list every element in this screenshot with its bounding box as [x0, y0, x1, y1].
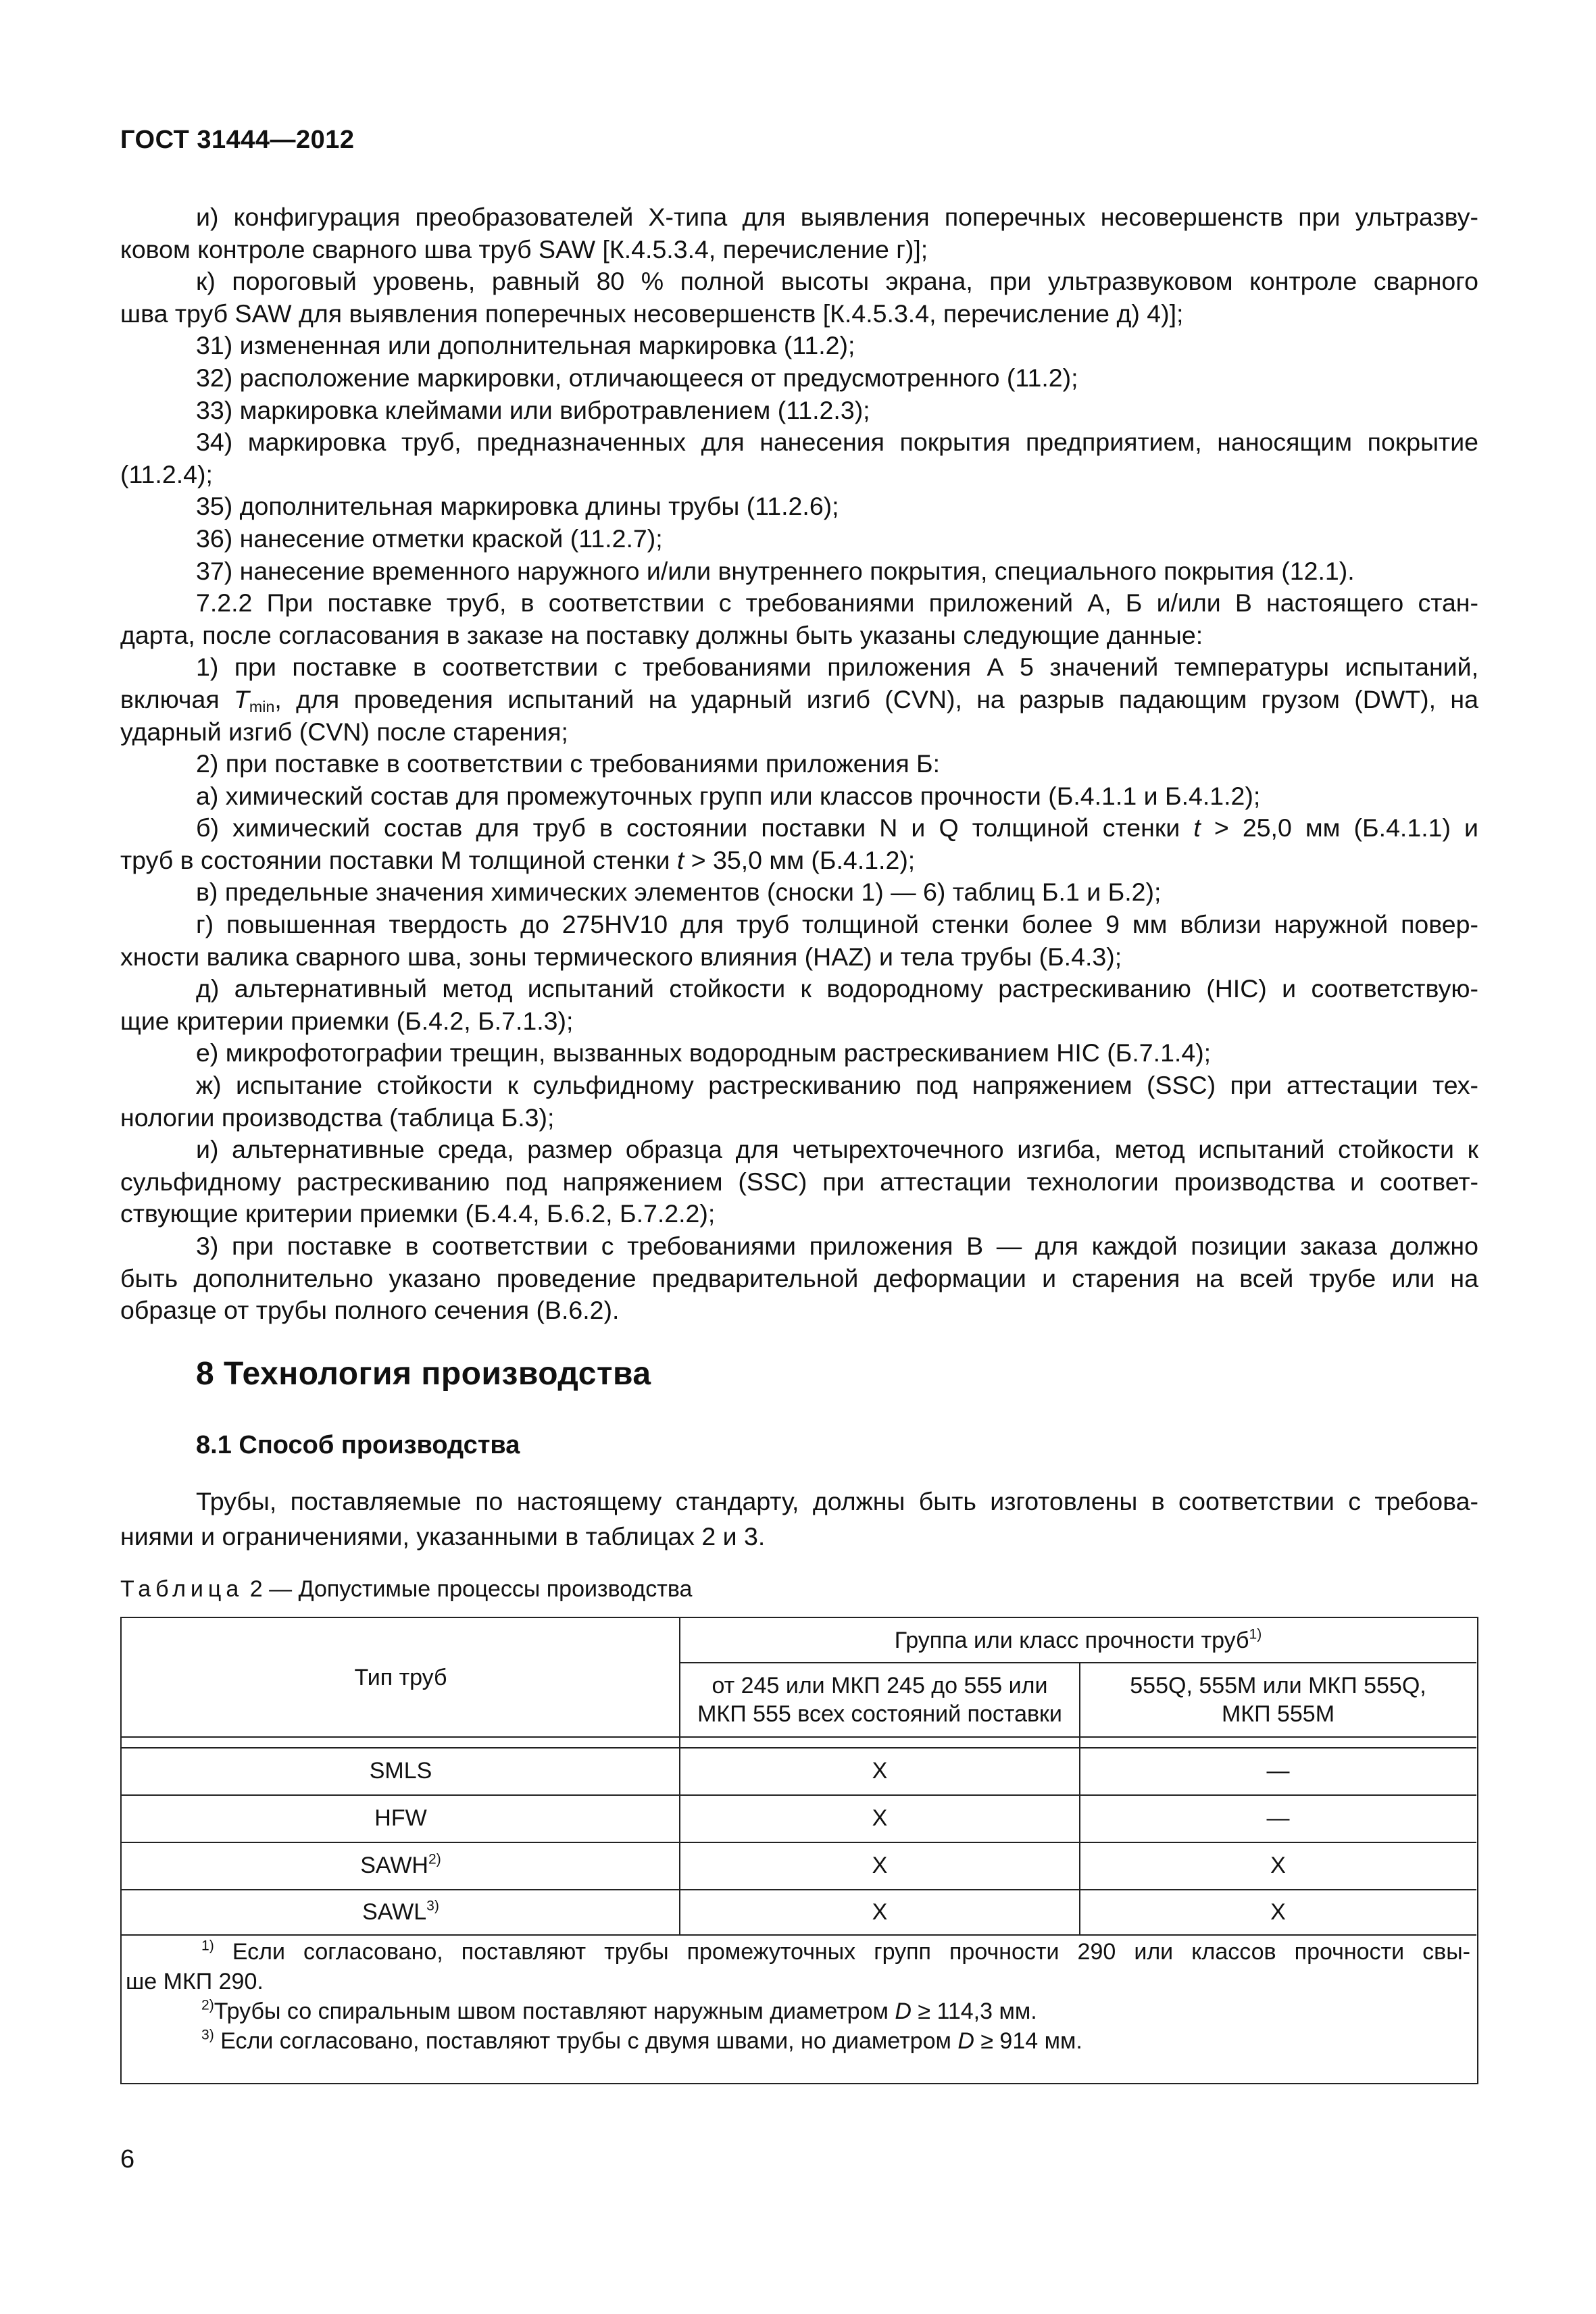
paragraph-item-32: 32) расположение маркировки, отличающееся от предусмотренного (11.2); — [196, 363, 1078, 392]
page-number: 6 — [120, 2145, 135, 2173]
paragraph-list-3-cont2: образце от трубы полного сечения (В.6.2). — [120, 1296, 620, 1325]
paragraph-item-zh: ж) испытание стойкости к сульфидному растрескиванию под напряжением (SSC) при аттестации тех- — [196, 1071, 1478, 1100]
table-caption-label: Таблица — [120, 1576, 244, 1602]
document-body — [120, 201, 1478, 1327]
paragraph-item-a: а) химический состав для промежуточных групп или классов прочности (Б.4.1.1 и Б.4.1.2); — [196, 781, 1261, 810]
paragraph-item-i: и) конфигурация преобразователей Х-типа для выявления поперечных несовершенств при ультразву- — [196, 203, 1478, 231]
table-caption — [120, 1576, 692, 1603]
paragraph-item-b: б) химический состав для труб в состоянии поставки N и Q толщиной стенки t > 25,0 мм (Б.4.1.1) и — [196, 813, 1479, 842]
table-caption-text: — Допустимые процессы производства — [262, 1576, 693, 1602]
paragraph-list-3: 3) при поставке в соответствии с требованиями приложения В — для каждой позиции заказа должно — [196, 1232, 1478, 1260]
header-cell-type: Тип труб — [354, 1665, 447, 1690]
intro-line-1: Трубы, поставляемые по настоящему стандарту, должны быть изготовлены в соответствии с требова- — [196, 1487, 1478, 1515]
intro-line-2: ниями и ограничениями, указанными в таблицах 2 и 3. — [120, 1522, 766, 1551]
table-cell-col1: X — [872, 1758, 888, 1784]
header-cell-col1: от 245 или МКП 245 до 555 или МКП 555 всех состояний поставки — [697, 1673, 1062, 1727]
paragraph-list-1-cont: включая $T_{min}$, для проведения испытаний на ударный изгиб (CVN), на разрыв падающим грузом (DWT), на — [120, 684, 1478, 715]
paragraph-item-g-cont: хности валика сварного шва, зоны термического влияния (HAZ) и тела трубы (Б.4.3); — [120, 942, 1122, 971]
table-cell-col2: X — [1270, 1898, 1286, 1925]
paragraph-item-33: 33) маркировка клеймами или вибротравлением (11.2.3); — [196, 395, 870, 424]
paragraph-7-2-2-cont: дарта, после согласования в заказе на поставку должны быть указаны следующие данные: — [120, 620, 1203, 649]
section-heading: 8 Технология производства — [196, 1356, 651, 1392]
paragraph-item-v: в) предельные значения химических элементов (сноски 1) — 6) таблиц Б.1 и Б.2); — [196, 878, 1162, 907]
paragraph-item-k-cont: шва труб SAW для выявления поперечных несовершенств [К.4.5.3.4, перечисление д) 4)]; — [120, 299, 1184, 328]
table-cell-col2: — — [1266, 1805, 1290, 1831]
paragraph-item-g: г) повышенная твердость до 275HV10 для труб толщиной стенки более 9 мм вблизи наружной повер- — [196, 910, 1478, 939]
table-cell-type: SMLS — [369, 1758, 432, 1784]
paragraph-item-i2: и) альтернативные среда, размер образца для четырехточечного изгиба, метод испытаний стойкости к — [196, 1135, 1478, 1164]
paragraph-list-2: 2) при поставке в соответствии с требованиями приложения Б: — [196, 749, 941, 778]
table-rule — [680, 1662, 1476, 1663]
table-rule — [122, 1934, 1476, 1936]
paragraph-item-d-cont: щие критерии приемки (Б.4.2, Б.7.1.3); — [120, 1006, 574, 1035]
paragraph-item-k: к) пороговый уровень, равный 80 % полной высоты экрана, при ультразвуковом контроле сварного — [196, 267, 1478, 296]
paragraph-item-34-cont: (11.2.4); — [120, 459, 213, 488]
table-cell-col1: X — [872, 1898, 888, 1925]
paragraph-item-b-cont: труб в состоянии поставки M толщиной стенки t > 35,0 мм (Б.4.1.2); — [120, 845, 916, 874]
subsection-heading: 8.1 Способ производства — [196, 1431, 520, 1459]
paragraph-item-31: 31) измененная или дополнительная маркировка (11.2); — [196, 331, 855, 360]
paragraph-item-37: 37) нанесение временного наружного и/или внутреннего покрытия, специального покрытия (12.1). — [196, 556, 1355, 585]
intro-paragraph — [120, 1484, 1478, 1554]
header-cell-group: Группа или класс прочности труб$^{1)}$ — [894, 1626, 1262, 1653]
table-cell-col2: — — [1266, 1758, 1290, 1784]
paragraph-list-1: 1) при поставке в соответствии с требованиями приложения А 5 значений температуры испытаний, — [196, 653, 1478, 682]
paragraph-item-i2-cont: сульфидному растрескиванию под напряжением (SSC) при аттестации технологии производства и соответ- — [120, 1167, 1478, 1196]
paragraph-7-2-2: 7.2.2 При поставке труб, в соответствии с требованиями приложений А, Б и/или В настоящего стан- — [196, 588, 1478, 618]
table-footnote-3: $^{3)}$ Если согласовано, поставляют трубы с двумя швами, но диаметром D ≥ 914 мм. — [201, 2027, 1082, 2054]
paragraph-item-e: е) микрофотографии трещин, вызванных водородным растрескиванием HIC (Б.7.1.4); — [196, 1038, 1212, 1067]
paragraph-item-i2-cont2: ствующие критерии приемки (Б.4.4, Б.6.2, Б.7.2.2); — [120, 1199, 716, 1228]
table-footnote-1-cont: ше МКП 290. — [126, 1969, 264, 1994]
header-cell-col2: 555Q, 555M или МКП 555Q, МКП 555M — [1130, 1673, 1426, 1727]
table-footnote-1: $^{1)}$ Если согласовано, поставляют трубы промежуточных групп прочности 290 или классов прочности свы- — [201, 1938, 1470, 1965]
paragraph-item-d: д) альтернативный метод испытаний стойкости к водородному растрескиванию (HIC) и соответствую- — [196, 974, 1478, 1003]
paragraph-item-34: 34) маркировка труб, предназначенных для нанесения покрытия предприятием, наносящим покрытие — [196, 428, 1478, 457]
paragraph-item-35: 35) дополнительная маркировка длины трубы (11.2.6); — [196, 492, 839, 521]
table-rule — [122, 1736, 1476, 1738]
paragraph-item-i-cont: ковом контроле сварного шва труб SAW [К.4.5.3.4, перечисление г)]; — [120, 234, 928, 263]
table-cell-type: SAWH$^{2)}$ — [360, 1851, 441, 1878]
table-cell-col2: X — [1270, 1853, 1286, 1878]
table-caption-number: 2 — [249, 1576, 263, 1602]
paragraph-list-1-cont2: ударный изгиб (CVN) после старения; — [120, 717, 568, 746]
paragraph-item-36: 36) нанесение отметки краской (11.2.7); — [196, 524, 663, 553]
table-cell-col1: X — [872, 1853, 888, 1878]
document-header-title: ГОСТ 31444—2012 — [120, 126, 355, 154]
t-min-symbol: T — [234, 684, 249, 713]
table-footnote-2: $^{2)}$Трубы со спиральным швом поставляют наружным диаметром D ≥ 114,3 мм. — [201, 1997, 1037, 2024]
table-footnotes — [126, 1937, 1470, 2056]
production-processes-table — [120, 1617, 1478, 2084]
table-cell-type: SAWL$^{3)}$ — [362, 1897, 439, 1925]
paragraph-list-3-cont: быть дополнительно указано проведение предварительной деформации и старения на всей трубе или на — [120, 1263, 1478, 1292]
paragraph-item-zh-cont: нологии производства (таблица Б.3); — [120, 1103, 555, 1132]
table-cell-col1: X — [872, 1805, 888, 1831]
table-cell-type: HFW — [374, 1805, 427, 1831]
